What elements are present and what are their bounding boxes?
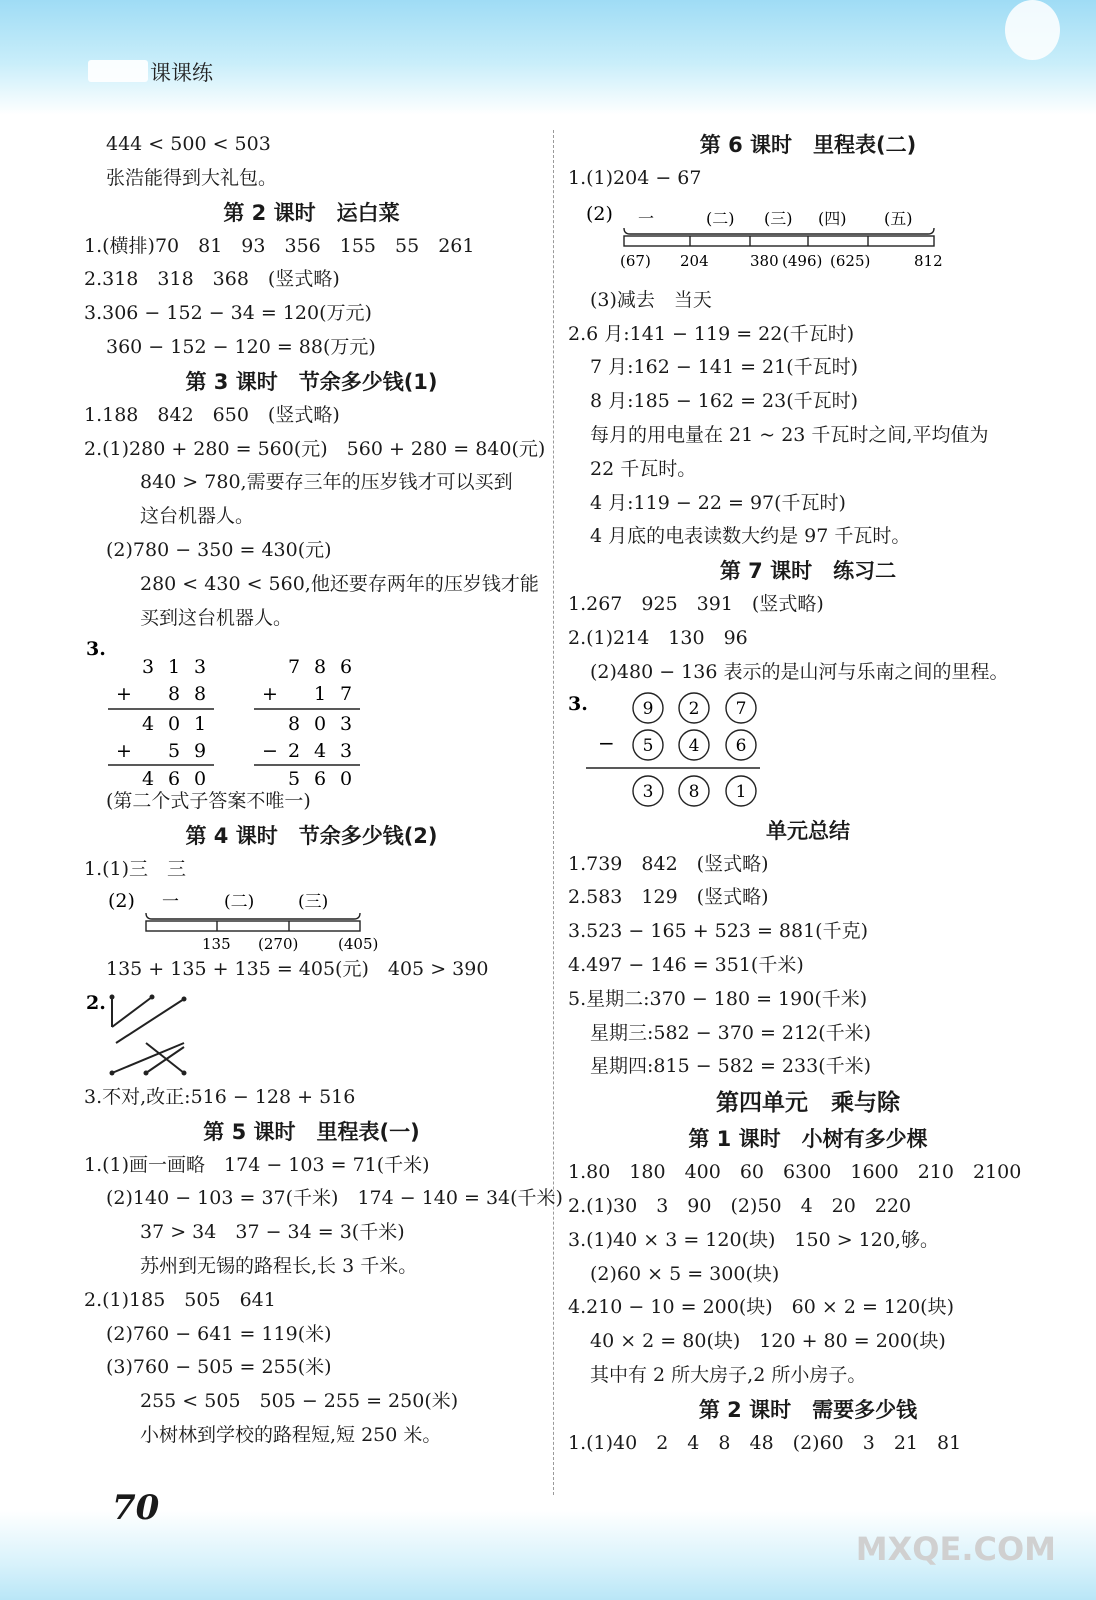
answer-line: 22 千瓦时。 [590, 457, 697, 480]
column-divider [553, 130, 554, 1495]
right-column [568, 128, 1048, 1461]
answer-line: 3.(1)40 × 3 = 120(块) 150 > 120,够。 [568, 1228, 939, 1251]
calc-digit: 0 [194, 768, 207, 786]
answer-line: 4 月:119 − 22 = 97(千瓦时) [590, 491, 846, 514]
circle-subtraction-svg [568, 690, 1048, 814]
matching-line [112, 1043, 184, 1073]
section-heading: 第 7 课时 练习二 [719, 559, 897, 584]
section-heading: 第 5 课时 里程表(一) [203, 1119, 420, 1144]
calc-digit: 3 [340, 740, 353, 763]
bar-label: (三) [764, 208, 793, 228]
bar-value: 204 [680, 251, 709, 270]
mileage-bar-svg [568, 196, 1048, 284]
page-number: 70 [112, 1488, 160, 1528]
matching-figure [84, 987, 539, 1081]
bar-value: 380 [750, 251, 779, 270]
moon-decoration [1005, 0, 1060, 60]
calc-digit: 1 [194, 713, 207, 736]
bar-label: 一 [638, 208, 655, 228]
bar-label: (二) [706, 208, 735, 228]
answer-line: 4 月底的电表读数大约是 97 千瓦时。 [590, 525, 911, 548]
calc-digit: 7 [288, 656, 301, 679]
calc-digit: 5 [168, 740, 181, 763]
answer-line: 2.(1)280 + 280 = 560(元) 560 + 280 = 840(元) [84, 437, 546, 460]
calc-digit: 3 [194, 656, 207, 679]
bar-label: (二) [224, 891, 255, 912]
answer-line: 280 < 430 < 560,他还要存两年的压岁钱才能 [140, 572, 539, 595]
circle-digit: 5 [642, 735, 654, 756]
calc-digit: 8 [288, 713, 301, 736]
calc-digit: 2 [288, 740, 301, 763]
calc-digit: 8 [314, 656, 327, 679]
calc-digit: 6 [340, 656, 353, 679]
unit-heading: 第四单元 乘与除 [716, 1090, 900, 1117]
answer-line: 其中有 2 所大房子,2 所小房子。 [590, 1363, 867, 1386]
answer-line: 1.80 180 400 60 6300 1600 210 2100 [568, 1161, 1022, 1184]
circle-digit: 6 [735, 735, 747, 756]
matching-svg [84, 987, 539, 1081]
answer-line: 40 × 2 = 80(块) 120 + 80 = 200(块) [590, 1330, 946, 1353]
bar-segment [624, 236, 934, 246]
answer-line: 2.6 月:141 − 119 = 22(千瓦时) [568, 322, 855, 345]
answer-line: 444 < 500 < 503 [106, 133, 271, 155]
bar-value: 135 [202, 934, 231, 953]
answer-line: 1.188 842 650 (竖式略) [84, 403, 340, 426]
bar-label: (四) [818, 208, 847, 228]
answer-line: 5.星期二:370 − 180 = 190(千米) [568, 987, 868, 1010]
calc-digit: 6 [314, 768, 327, 786]
circle-digit: 4 [688, 735, 700, 756]
answer-line: (2)140 − 103 = 37(千米) 174 − 140 = 34(千米) [106, 1187, 563, 1210]
answer-line: 1.(1)40 2 4 8 48 (2)60 3 21 81 [568, 1431, 962, 1454]
calc-digit: 9 [194, 740, 207, 763]
calc-digit: 4 [142, 713, 155, 736]
answer-line: (3)760 − 505 = 255(米) [106, 1356, 332, 1379]
answer-line: (2)760 − 641 = 119(米) [106, 1322, 332, 1345]
bar-value: 812 [914, 251, 943, 270]
brand-logo [88, 60, 148, 82]
matching-dot [182, 1070, 187, 1075]
question-number: 3. [568, 692, 588, 715]
calc-operator: + [116, 740, 132, 763]
answer-line: 37 > 34 37 − 34 = 3(千米) [140, 1221, 405, 1244]
bar-diagram-svg [84, 887, 539, 953]
calc-digit: 4 [314, 740, 327, 763]
answer-line: 2.(1)30 3 90 (2)50 4 20 220 [568, 1194, 912, 1217]
calc-digit: 7 [340, 683, 353, 706]
calc-digit: 3 [340, 713, 353, 736]
answer-line: 3.523 − 165 + 523 = 881(千克) [568, 920, 869, 943]
calc-operator: − [262, 740, 278, 763]
matching-dot [182, 996, 187, 1001]
calc-digit: 6 [168, 768, 181, 786]
matching-dot [110, 994, 115, 999]
circle-subtraction-figure [568, 690, 1048, 814]
answer-line: 1.739 842 (竖式略) [568, 852, 769, 875]
answer-label: (2) [108, 889, 135, 912]
answer-line: 135 + 135 + 135 = 405(元) 405 > 390 [106, 957, 489, 980]
answer-line: 小树林到学校的路程短,短 250 米。 [140, 1423, 442, 1446]
watermark: MXQE.COM [855, 1530, 1056, 1568]
page-header [0, 0, 1096, 115]
question-number: 3. [86, 638, 106, 661]
answer-line: 3.306 − 152 − 34 = 120(万元) [84, 302, 372, 325]
matching-dot [144, 1070, 149, 1075]
matching-dot [150, 994, 155, 999]
circle-digit: 3 [642, 781, 654, 802]
answer-line: 1.267 925 391 (竖式略) [568, 593, 824, 616]
calc-digit: 1 [314, 683, 327, 706]
answer-line: 3.不对,改正:516 − 128 + 516 [84, 1085, 356, 1108]
answer-line: 1.(1)画一画略 174 − 103 = 71(千米) [84, 1153, 430, 1176]
calc-digit: 0 [340, 768, 353, 786]
answer-line: 这台机器人。 [140, 505, 255, 528]
calc-digit: 4 [142, 768, 155, 786]
answer-line: 4.497 − 146 = 351(千米) [568, 953, 804, 976]
answer-label: (2) [586, 202, 613, 225]
answer-line: 1.(1)三 三 [84, 858, 187, 881]
answer-line: 星期四:815 − 582 = 233(千米) [590, 1055, 872, 1078]
section-heading: 第 2 课时 需要多少钱 [698, 1397, 918, 1422]
answer-line: (第二个式子答案不唯一) [106, 790, 311, 813]
mileage-bar-diagram [568, 196, 1048, 284]
vertical-calculation-svg [84, 635, 539, 785]
circle-digit: 8 [688, 781, 700, 802]
bar-brace [624, 228, 934, 234]
calc-digit: 1 [168, 656, 181, 679]
answer-line: 2.583 129 (竖式略) [568, 886, 769, 909]
answer-line: 买到这台机器人。 [140, 606, 293, 629]
bar-value: (496) [782, 251, 823, 270]
answer-line: 255 < 505 505 − 255 = 250(米) [140, 1390, 459, 1413]
answer-line: 苏州到无锡的路程长,长 3 千米。 [140, 1254, 418, 1277]
calc-operator: − [598, 730, 615, 755]
bar-value: (625) [830, 251, 871, 270]
bar-value: (405) [338, 934, 379, 953]
bar-label: 一 [162, 891, 179, 912]
answer-line: 星期三:582 − 370 = 212(千米) [590, 1021, 872, 1044]
circle-digit: 2 [688, 698, 700, 719]
answer-line: 360 − 152 − 120 = 88(万元) [106, 335, 376, 358]
circle-digit: 7 [735, 698, 747, 719]
answer-line: (2)780 − 350 = 430(元) [106, 538, 332, 561]
matching-line [116, 999, 184, 1043]
answer-line: (2)60 × 5 = 300(块) [590, 1262, 780, 1285]
calc-digit: 8 [168, 683, 181, 706]
section-heading: 第 3 课时 节余多少钱(1) [185, 369, 438, 394]
answer-line: 1.(1)204 − 67 [568, 167, 702, 189]
answer-line: 2.(1)214 130 96 [568, 626, 748, 649]
answer-line: (3)减去 当天 [590, 288, 712, 311]
header-title: 课课练 [150, 61, 213, 85]
calc-operator: + [116, 683, 132, 706]
matching-dot [110, 1070, 115, 1075]
answer-line: 2.318 318 368 (竖式略) [84, 268, 340, 291]
section-heading: 第 6 课时 里程表(二) [699, 133, 917, 157]
bar-label: (五) [884, 208, 913, 228]
circle-digit: 1 [735, 781, 747, 802]
bar-label: (三) [298, 891, 329, 912]
vertical-calculation-figure [84, 635, 539, 785]
calc-operator: + [262, 683, 278, 706]
section-heading: 第 2 课时 运白菜 [223, 200, 400, 225]
question-number: 2. [86, 991, 106, 1014]
answer-line: 每月的用电量在 21 ~ 23 千瓦时之间,平均值为 [590, 423, 989, 446]
answer-line: 2.(1)185 505 641 [84, 1288, 276, 1311]
answer-line: 张浩能得到大礼包。 [106, 166, 278, 189]
section-heading: 第 1 课时 小树有多少棵 [688, 1127, 928, 1152]
answer-line: 4.210 − 10 = 200(块) 60 × 2 = 120(块) [568, 1296, 955, 1319]
answer-line: 7 月:162 − 141 = 21(千瓦时) [590, 356, 859, 379]
bar-value: (67) [620, 251, 651, 270]
answer-line: 840 > 780,需要存三年的压岁钱才可以买到 [140, 471, 513, 494]
bar-value: (270) [258, 934, 299, 953]
section-heading: 第 4 课时 节余多少钱(2) [185, 824, 438, 849]
answer-line: 8 月:185 − 162 = 23(千瓦时) [590, 390, 859, 413]
calc-digit: 3 [142, 656, 155, 679]
circle-digit: 9 [642, 698, 654, 719]
calc-digit: 0 [314, 713, 327, 736]
bar-diagram [84, 887, 539, 953]
answer-line: 1.(横排)70 81 93 356 155 55 261 [84, 234, 475, 257]
calc-digit: 8 [194, 683, 207, 706]
bar-brace [146, 913, 360, 919]
calc-digit: 5 [288, 768, 301, 786]
bar-segment [146, 921, 360, 931]
answer-line: (2)480 − 136 表示的是山河与乐南之间的里程。 [590, 660, 1009, 683]
section-heading: 单元总结 [766, 818, 850, 843]
calc-digit: 0 [168, 713, 181, 736]
left-column [84, 128, 563, 1453]
